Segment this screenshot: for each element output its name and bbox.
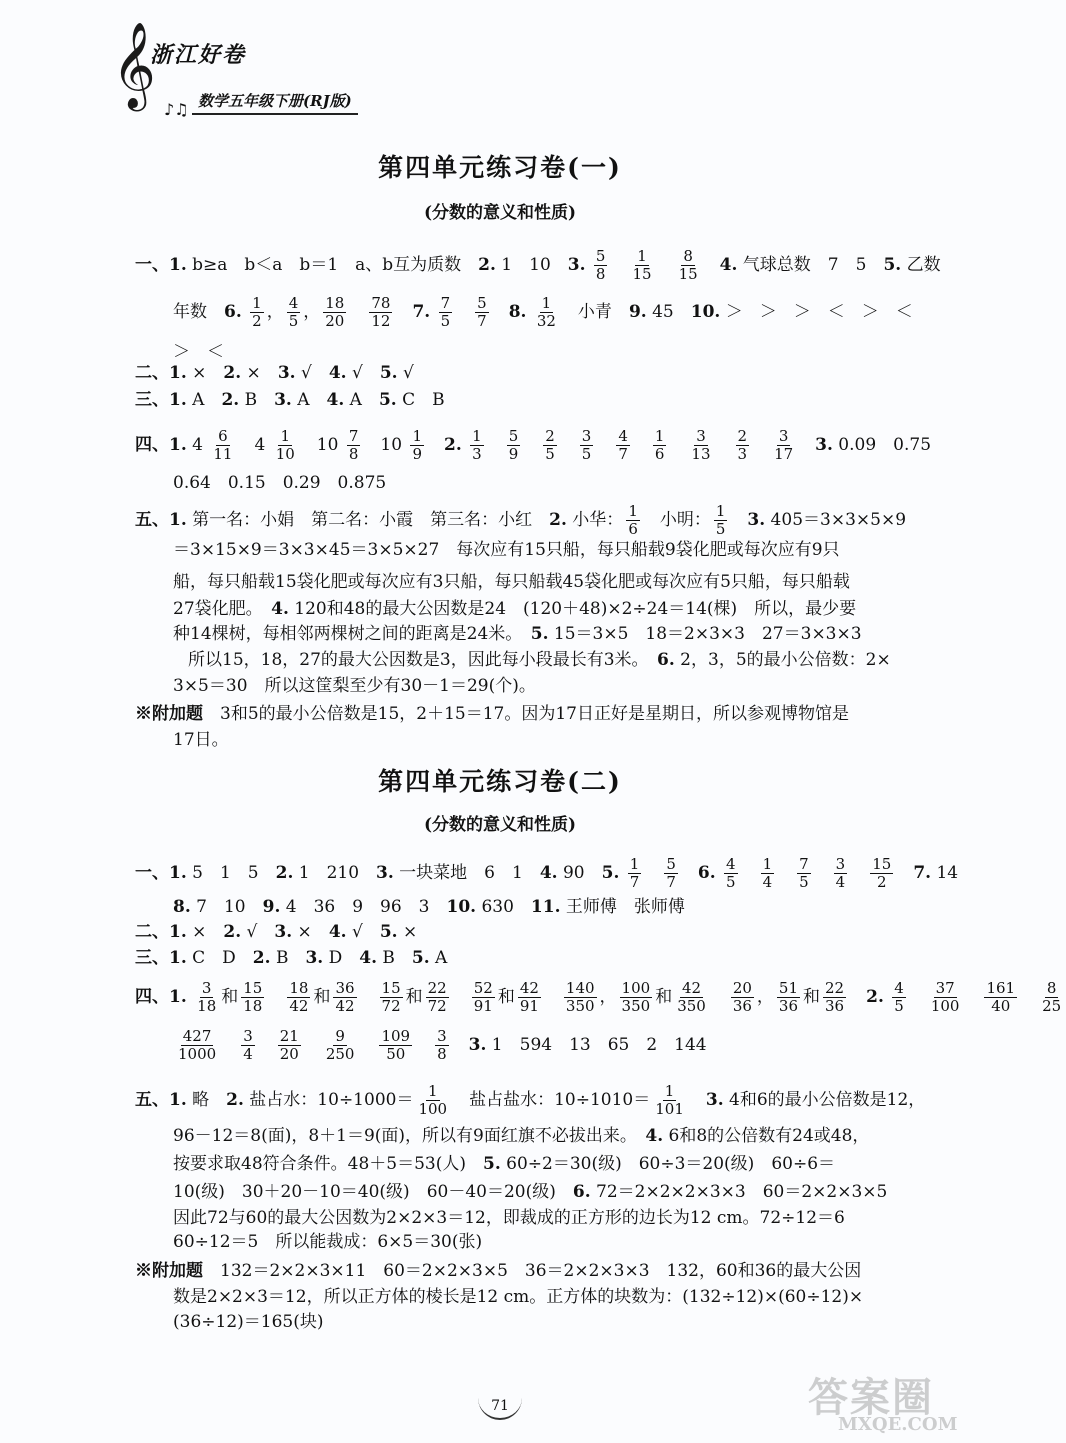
unit1-answer-line: 一、1. b≥a b＜a b＝1 a、b互为质数 2. 1 10 3. $\frac{5}{8}$ $\frac{1}{15}$ $\frac{8}{15}$ 4. 气球总数 7 5 5. 乙数 [135, 247, 941, 283]
unit1-answer-line: 所以15，18，27的最大公因数是3，因此每小段最长有3米。 6. 2，3，5的最小公倍数：2× [188, 650, 891, 670]
unit2-answer-line: 四、1. $\frac{3}{18}$ 和 $\frac{15}{18}$ $\frac{18}{42}$ 和 $\frac{36}{42}$ $\frac{15}{72}$ 和 $\frac{22}{72}$ $\frac{52}{91}$ 和 $\frac{42}{91}$ $\frac{140}{350}$ ， $\frac{100}{350}$ 和 $\frac{42}{350}$ $\frac{20}{36}$ ， $\frac{51}{36}$ 和 $\frac{22}{36}$ 2. $\frac{4}{5}$ $\frac{37}{100}$ $\frac{161}{40}$ $\frac{8}{25}$ [135, 979, 1062, 1015]
music-notes-icon: ♪♫ [164, 100, 189, 119]
unit2-answer-line: 二、1. × 2. √ 3. × 4. √ 5. × [135, 922, 418, 942]
unit1-answer-line: 0.64 0.15 0.29 0.875 [173, 473, 387, 493]
brand-title: 浙江好卷 [150, 42, 247, 68]
unit2-answer-line: 数是2×2×3＝12，所以正方体的棱长是12 cm。正方体的块数为：(132÷12)×(60÷12)× [173, 1287, 864, 1307]
unit1-answer-line: 四、1. 4 $\frac{6}{11}$ 4 $\frac{1}{10}$ 10 $\frac{7}{8}$ 10 $\frac{1}{9}$ 2. $\frac{1}{3}$ $\frac{5}{9}$ $\frac{2}{5}$ $\frac{3}{5}$ $\frac{4}{7}$ $\frac{1}{6}$ $\frac{3}{13}$ $\frac{2}{3}$ $\frac{3}{17}$ 3. 0.09 0.75 [135, 427, 932, 463]
unit1-answer-line: 17日。 [173, 730, 229, 750]
unit1-answer-line: 3×5＝30 所以这筐梨至少有30－1＝29(个)。 [173, 676, 536, 696]
unit2-answer-line: 按要求取48符合条件。48＋5＝53(人) 5. 60÷2＝30(级) 60÷3＝20(级) 60÷6＝ [173, 1154, 836, 1174]
unit2-title: 第四单元练习卷(二) [378, 767, 622, 796]
unit2-subtitle: (分数的意义和性质) [423, 815, 577, 835]
unit2-answer-line: (36÷12)＝165(块) [173, 1312, 324, 1332]
unit1-answer-line: 船，每只船载15袋化肥或每次应有3只船，每只船载45袋化肥或每次应有5只船，每只船载 [173, 572, 850, 592]
unit2-answer-line: 五、1. 略 2. 盐占水：10÷1000＝ $\frac{1}{100}$ 盐占盐水：10÷1010＝ $\frac{1}{101}$ 3. 4和6的最小公倍数是12， [135, 1082, 926, 1118]
unit2-answer-line: $\frac{427}{1000}$ $\frac{3}{4}$ $\frac{21}{20}$ $\frac{9}{250}$ $\frac{109}{50}$ $\frac{3}{8}$ 3. 1 594 13 65 2 144 [178, 1027, 707, 1063]
page-number: 71 [491, 1398, 509, 1414]
unit1-answer-line: ※附加题 3和5的最小公倍数是15，2＋15＝17。因为17日正好是星期日，所以参观博物馆是 [135, 704, 849, 724]
book-title: 数学五年级下册(RJ版) [192, 90, 358, 115]
watermark-text: 答案圈 [808, 1374, 934, 1421]
watermark-url: MXQE.COM [838, 1414, 958, 1435]
unit2-answer-line: 因此72与60的最大公因数为2×2×3＝12，即裁成的正方形的边长为12 cm。72÷12＝6 [173, 1208, 845, 1228]
unit2-answer-line: ※附加题 132＝2×2×3×11 60＝2×2×3×5 36＝2×2×3×3 132，60和36的最大公因 [135, 1261, 862, 1281]
unit1-answer-line: 二、1. × 2. × 3. √ 4. √ 5. √ [135, 363, 414, 383]
unit1-answer-line: 年数 6. $\frac{1}{2}$ ， $\frac{4}{5}$ ， $\frac{18}{20}$ $\frac{78}{12}$ 7. $\frac{7}{5}$ $\frac{5}{7}$ 8. $\frac{1}{32}$ 小青 9. 45 10. ＞ ＞ ＞ ＜ ＞ ＜ [173, 294, 913, 330]
unit1-answer-line: ＞ ＜ [173, 342, 224, 362]
unit2-answer-line: 一、1. 5 1 5 2. 1 210 3. 一块菜地 6 1 4. 90 5. $\frac{1}{7}$ $\frac{5}{7}$ 6. $\frac{4}{5}$ $\frac{1}{4}$ $\frac{7}{5}$ $\frac{3}{4}$ $\frac{15}{2}$ 7. 14 [135, 855, 959, 891]
unit1-answer-line: 五、1. 第一名：小娟 第二名：小霞 第三名：小红 2. 小华： $\frac{1}{6}$ 小明： $\frac{1}{5}$ 3. 405＝3×3×5×9 [135, 502, 907, 538]
watermark-logo [808, 1366, 988, 1436]
treble-clef-icon: 𝄞 [112, 22, 156, 108]
unit2-answer-line: 10(级) 30＋20－10＝40(级) 60－40＝20(级) 6. 72＝2×2×2×3×3 60＝2×2×3×5 [173, 1182, 888, 1202]
unit1-subtitle: (分数的意义和性质) [423, 203, 577, 223]
unit2-answer-line: 8. 7 10 9. 4 36 9 96 3 10. 630 11. 王师傅 张师傅 [173, 897, 685, 917]
book-header [112, 22, 412, 138]
unit1-answer-line: ＝3×15×9＝3×3×45＝3×5×27 每次应有15只船，每只船载9袋化肥或每次应有9只 [173, 540, 840, 560]
unit2-answer-line: 60÷12＝5 所以能裁成：6×5＝30(张) [173, 1232, 483, 1252]
unit1-answer-line: 三、1. A 2. B 3. A 4. A 5. C B [135, 390, 445, 410]
unit1-title: 第四单元练习卷(一) [378, 153, 622, 182]
unit1-answer-line: 种14棵树，每相邻两棵树之间的距离是24米。 5. 15＝3×5 18＝2×3×3 27＝3×3×3 [173, 624, 862, 644]
unit1-answer-line: 27袋化肥。 4. 120和48的最大公因数是24 (120＋48)×2÷24＝14(棵) 所以，最少要 [173, 599, 857, 619]
unit2-answer-line: 96－12＝8(面)，8＋1＝9(面)，所以有9面红旗不必拔出来。 4. 6和8的公倍数有24或48， [173, 1126, 870, 1146]
unit2-answer-line: 三、1. C D 2. B 3. D 4. B 5. A [135, 948, 448, 968]
